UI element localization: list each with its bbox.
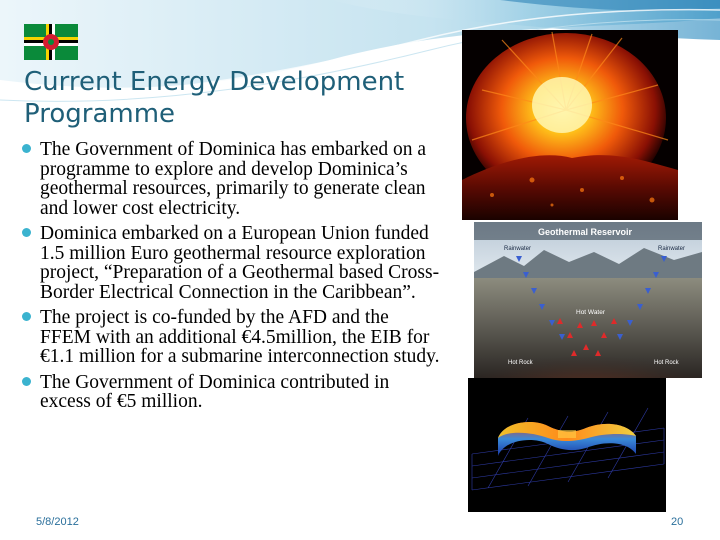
bullet-text: The Government of Dominica contributed in excess of €5 million. — [40, 371, 390, 412]
diagram-title: Geothermal Reservoir — [538, 227, 633, 237]
diagram-label-rainwater-right: Rainwater — [658, 246, 686, 252]
volcano-eruption-image — [462, 30, 678, 220]
footer-date: 5/8/2012 — [36, 516, 79, 528]
diagram-label-hot-rock-left: Hot Rock — [508, 360, 533, 366]
bullet-dot-icon — [22, 144, 31, 153]
diagram-label-hot-rock-right: Hot Rock — [654, 360, 679, 366]
slide-page-number: 20 — [671, 516, 684, 528]
bullet-item — [22, 224, 442, 302]
bullet-item — [22, 373, 442, 412]
bullet-text: The project is co-funded by the AFD and the FFEM with an additional €4.5million, the EIB for €1.1 million for a submarine interconnection study. — [40, 307, 440, 367]
geothermal-reservoir-diagram — [474, 222, 702, 378]
diagram-label-rainwater-left: Rainwater — [504, 246, 532, 252]
bullet-list — [22, 140, 442, 418]
title-line-2: Programme — [24, 99, 176, 129]
bullet-dot-icon — [22, 377, 31, 386]
bullet-dot-icon — [22, 228, 31, 237]
bullet-dot-icon — [22, 312, 31, 321]
slide-title — [24, 66, 454, 130]
dominica-flag-icon — [24, 24, 78, 60]
reservoir-3d-model-image — [468, 378, 666, 512]
title-line-1: Current Energy Development — [24, 67, 405, 97]
bullet-item — [22, 308, 442, 367]
bullet-text: Dominica embarked on a European Union funded 1.5 million Euro geothermal resource exploration project, “Preparation of a Geothermal based Cross-Border Electrical Connection in the Caribbean”. — [40, 223, 440, 303]
bullet-item — [22, 140, 442, 218]
diagram-label-hot-water: Hot Water — [576, 309, 606, 316]
bullet-text: The Government of Dominica has embarked on a programme to explore and develop Dominica’s geothermal resources, primarily to generate clean and lower cost electricity. — [40, 139, 427, 219]
